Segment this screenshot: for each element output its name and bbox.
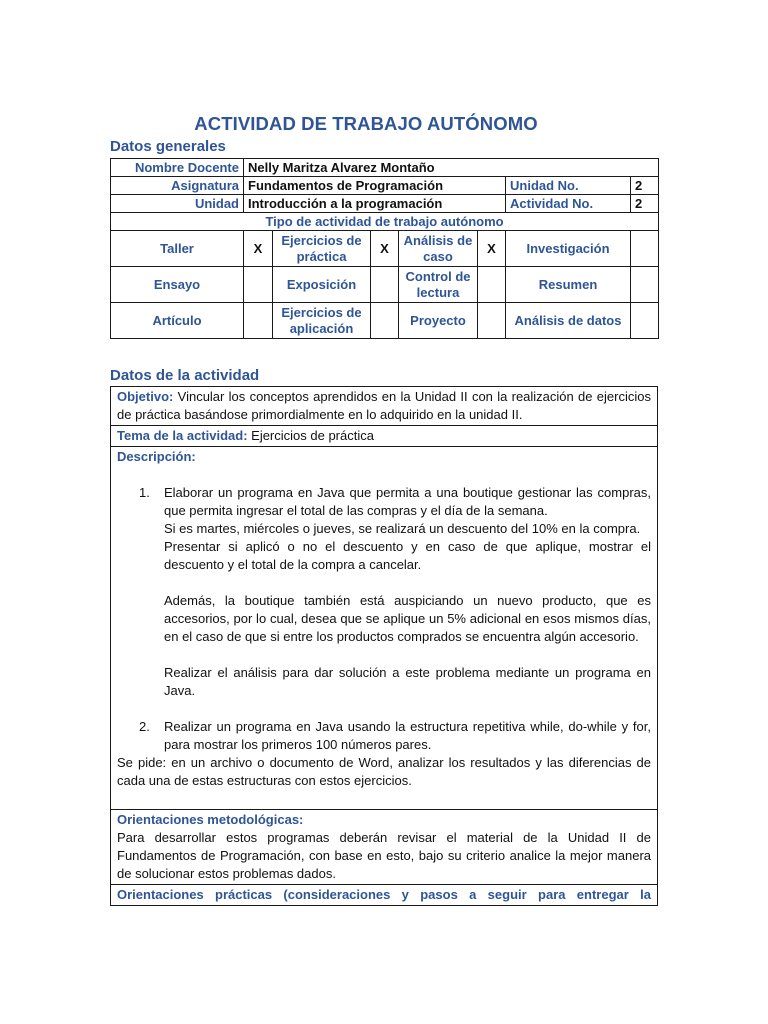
row-unidad [111, 195, 659, 213]
docente-label: Nombre Docente [111, 159, 244, 177]
mark-analisis-datos [631, 303, 659, 339]
list-item-1 [117, 484, 651, 718]
type-analisis-datos: Análisis de datos [506, 303, 631, 339]
unidad-no-value: 2 [631, 177, 659, 195]
item1-paragraph-2: Si es martes, miércoles o jueves, se realizará un descuento del 10% en la compra. [164, 521, 641, 536]
orientaciones-metodologicas-label: Orientaciones metodológicas: [117, 812, 304, 827]
mark-ejercicios-aplicacion [371, 303, 399, 339]
mark-investigacion [631, 231, 659, 267]
unidad-value: Introducción a la programación [244, 195, 506, 213]
actividad-no-label: Actividad No. [506, 195, 631, 213]
type-articulo: Artículo [111, 303, 244, 339]
objetivo-label: Objetivo: [117, 389, 174, 404]
docente-value: Nelly Maritza Alvarez Montaño [244, 159, 659, 177]
type-resumen: Resumen [506, 267, 631, 303]
mark-resumen [631, 267, 659, 303]
row-objetivo [111, 387, 658, 426]
row-types-2 [111, 267, 659, 303]
item1-paragraph-5: Realizar el análisis para dar solución a este problema mediante un programa en Java. [164, 665, 651, 698]
type-control-lectura: Control de lectura [399, 267, 478, 303]
list-item-2 [117, 718, 651, 754]
unidad-no-label: Unidad No. [506, 177, 631, 195]
mark-ejercicios-practica: X [371, 231, 399, 267]
section-heading-general: Datos generales [110, 138, 226, 155]
type-taller: Taller [111, 231, 244, 267]
item1-paragraph-1: Elaborar un programa en Java que permita a una boutique gestionar las compras, que permita ingresar el total de las compras y el día de la semana. [164, 485, 651, 518]
asignatura-value: Fundamentos de Programación [244, 177, 506, 195]
general-data-table [110, 158, 659, 339]
row-descripcion [111, 447, 658, 810]
row-tema [111, 426, 658, 447]
type-proyecto: Proyecto [399, 303, 478, 339]
orientaciones-metodologicas-text: Para desarrollar estos programas deberán revisar el material de la Unidad II de Fundamentos de Programación, con base en esto, bajo su criterio analice la mejor manera de solucionar estos problemas dados. [117, 830, 651, 881]
unidad-label: Unidad [111, 195, 244, 213]
mark-exposicion [371, 267, 399, 303]
orientaciones-practicas-label: Orientaciones prácticas (consideraciones y pasos a seguir para entregar la [117, 887, 651, 902]
descripcion-label: Descripción: [117, 449, 196, 464]
section-heading-activity: Datos de la actividad [110, 367, 260, 384]
orientaciones-practicas-cell [111, 885, 658, 906]
type-exposicion: Exposición [273, 267, 371, 303]
item1-paragraph-4: Además, la boutique también está auspiciando un nuevo producto, que es accesorios, por lo cual, desea que se aplique un 5% adicional en esos mismos días, en el caso de que si entre los productos comprados se encuentra algún accesorio. [164, 593, 651, 644]
row-types-1 [111, 231, 659, 267]
mark-analisis-caso: X [478, 231, 506, 267]
tema-cell [111, 426, 658, 447]
type-ejercicios-practica: Ejercicios de práctica [273, 231, 371, 267]
objetivo-cell [111, 387, 658, 426]
type-investigacion: Investigación [506, 231, 631, 267]
objetivo-text: Vincular los conceptos aprendidos en la Unidad II con la realización de ejercicios de práctica basándose primordialmente en lo adquirido en la unidad II. [117, 389, 651, 422]
tema-label: Tema de la actividad: [117, 428, 248, 443]
item2-number: 2. [139, 719, 150, 734]
tipo-header: Tipo de actividad de trabajo autónomo [111, 213, 659, 231]
type-ensayo: Ensayo [111, 267, 244, 303]
mark-control-lectura [478, 267, 506, 303]
row-orientaciones-practicas [111, 885, 658, 906]
mark-taller: X [244, 231, 273, 267]
asignatura-label: Asignatura [111, 177, 244, 195]
item1-number: 1. [139, 485, 150, 500]
se-pide-text: Se pide: en un archivo o documento de Word, analizar los resultados y las diferencias de cada una de estas estructuras con estos ejercicios. [117, 755, 651, 788]
row-docente [111, 159, 659, 177]
row-types-3 [111, 303, 659, 339]
orientaciones-metodologicas-cell [111, 810, 658, 885]
mark-ensayo [244, 267, 273, 303]
tema-text: Ejercicios de práctica [247, 428, 374, 443]
row-asignatura [111, 177, 659, 195]
row-tipo-header [111, 213, 659, 231]
type-analisis-caso: Análisis de caso [399, 231, 478, 267]
item2-paragraph-1: Realizar un programa en Java usando la estructura repetitiva while, do-while y for, para mostrar los primeros 100 números pares. [164, 719, 651, 752]
document-title: ACTIVIDAD DE TRABAJO AUTÓNOMO [194, 113, 538, 134]
descripcion-cell [111, 447, 658, 810]
type-ejercicios-aplicacion: Ejercicios de aplicación [273, 303, 371, 339]
mark-articulo [244, 303, 273, 339]
row-orientaciones-metodologicas [111, 810, 658, 885]
mark-proyecto [478, 303, 506, 339]
actividad-no-value: 2 [631, 195, 659, 213]
activity-data-table [110, 386, 658, 906]
item1-paragraph-3: Presentar si aplicó o no el descuento y en caso de que aplique, mostrar el descuento y el total de la compra a cancelar. [164, 539, 651, 572]
